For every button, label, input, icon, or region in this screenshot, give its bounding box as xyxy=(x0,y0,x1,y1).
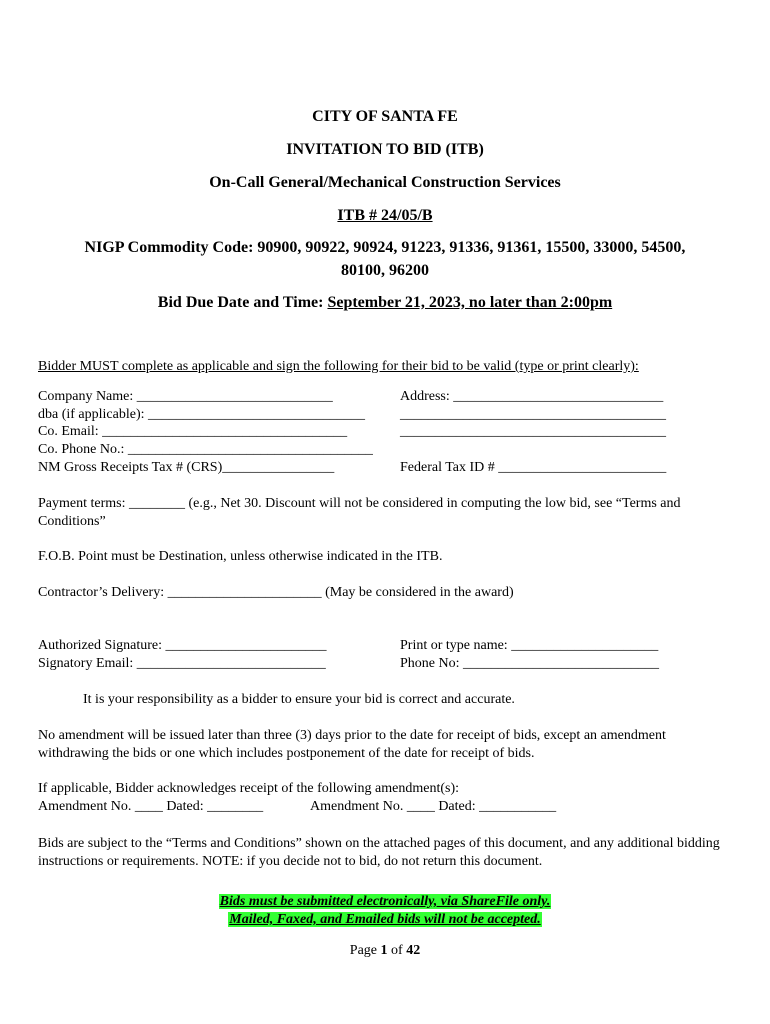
due-label: Bid Due Date and Time: xyxy=(157,294,328,311)
signatory-email-field[interactable]: Signatory Email: ___________________________ xyxy=(38,656,326,671)
amendment-2-field[interactable]: Amendment No. ____ Dated: ___________ xyxy=(310,799,557,814)
terms-notice: Bids are subject to the “Terms and Conditions” shown on the attached pages of this document, and any additional bidding instructions or requirements. NOTE: if you decide not to bid, do not return this document. xyxy=(38,836,720,869)
submission-notice-line2 xyxy=(0,912,770,928)
submission-highlight-1: Bids must be submitted electronically, via ShareFile only. xyxy=(219,894,551,909)
crs-tax-field[interactable]: NM Gross Receipts Tax # (CRS)________________ xyxy=(38,460,335,475)
responsibility-notice: It is your responsibility as a bidder to ensure your bid is correct and accurate. xyxy=(83,692,515,707)
federal-tax-id-field[interactable]: Federal Tax ID # ________________________ xyxy=(400,460,667,475)
of-label: of xyxy=(387,943,407,958)
project-title: On-Call General/Mechanical Construction Services xyxy=(209,174,561,191)
submission-highlight-2: Mailed, Faxed, and Emailed bids will not be accepted. xyxy=(229,912,541,927)
contractor-delivery-field[interactable]: Contractor’s Delivery: ______________________ (May be considered in the award) xyxy=(38,585,514,600)
payment-terms[interactable]: Payment terms: ________ (e.g., Net 30. Discount will not be considered in computing the low bid, see “Terms and Conditions” xyxy=(38,496,681,529)
bid-due-date xyxy=(0,294,770,312)
authorized-signature-field[interactable]: Authorized Signature: _______________________ xyxy=(38,638,327,653)
phone-field[interactable]: Phone No: ____________________________ xyxy=(400,656,659,671)
co-phone-field[interactable]: Co. Phone No.: ___________________________________ xyxy=(38,442,373,457)
itb-number: ITB # 24/05/B xyxy=(337,207,433,224)
fob-notice: F.O.B. Point must be Destination, unless otherwise indicated in the ITB. xyxy=(38,549,443,564)
amendment-notice: No amendment will be issued later than three (3) days prior to the date for receipt of bids, except an amendment withdrawing the bids or one which includes postponement of the date for receipt of bids. xyxy=(38,728,666,761)
amendment-ack: If applicable, Bidder acknowledges receipt of the following amendment(s): xyxy=(38,781,460,796)
page-number: 1 xyxy=(380,943,388,958)
due-value: September 21, 2023, no later than 2:00pm xyxy=(327,294,613,311)
print-name-field[interactable]: Print or type name: _____________________ xyxy=(400,638,659,653)
page-label: Page xyxy=(349,943,381,958)
bidder-instructions: Bidder MUST complete as applicable and sign the following for their bid to be valid (type or print clearly): xyxy=(38,359,639,374)
co-email-field[interactable]: Co. Email: ___________________________________ xyxy=(38,424,348,439)
company-name-field[interactable]: Company Name: ____________________________ xyxy=(38,389,333,404)
nigp-codes-line1: NIGP Commodity Code: 90900, 90922, 90924, 91223, 91336, 91361, 15500, 33000, 54500, xyxy=(84,239,686,256)
submission-notice-line1 xyxy=(0,894,770,910)
page-footer xyxy=(0,943,770,959)
nigp-codes-line2: 80100, 96200 xyxy=(341,262,429,279)
page-total: 42 xyxy=(406,943,421,958)
address-line2-field[interactable]: ______________________________________ xyxy=(400,407,666,422)
dba-field[interactable]: dba (if applicable): _______________________________ xyxy=(38,407,366,422)
amendment-1-field[interactable]: Amendment No. ____ Dated: ________ xyxy=(38,799,264,814)
address-field[interactable]: Address: ______________________________ xyxy=(400,389,664,404)
city-title: CITY OF SANTA FE xyxy=(312,108,458,125)
doc-type-title: INVITATION TO BID (ITB) xyxy=(286,141,484,158)
address-line3-field[interactable]: ______________________________________ xyxy=(400,424,666,439)
